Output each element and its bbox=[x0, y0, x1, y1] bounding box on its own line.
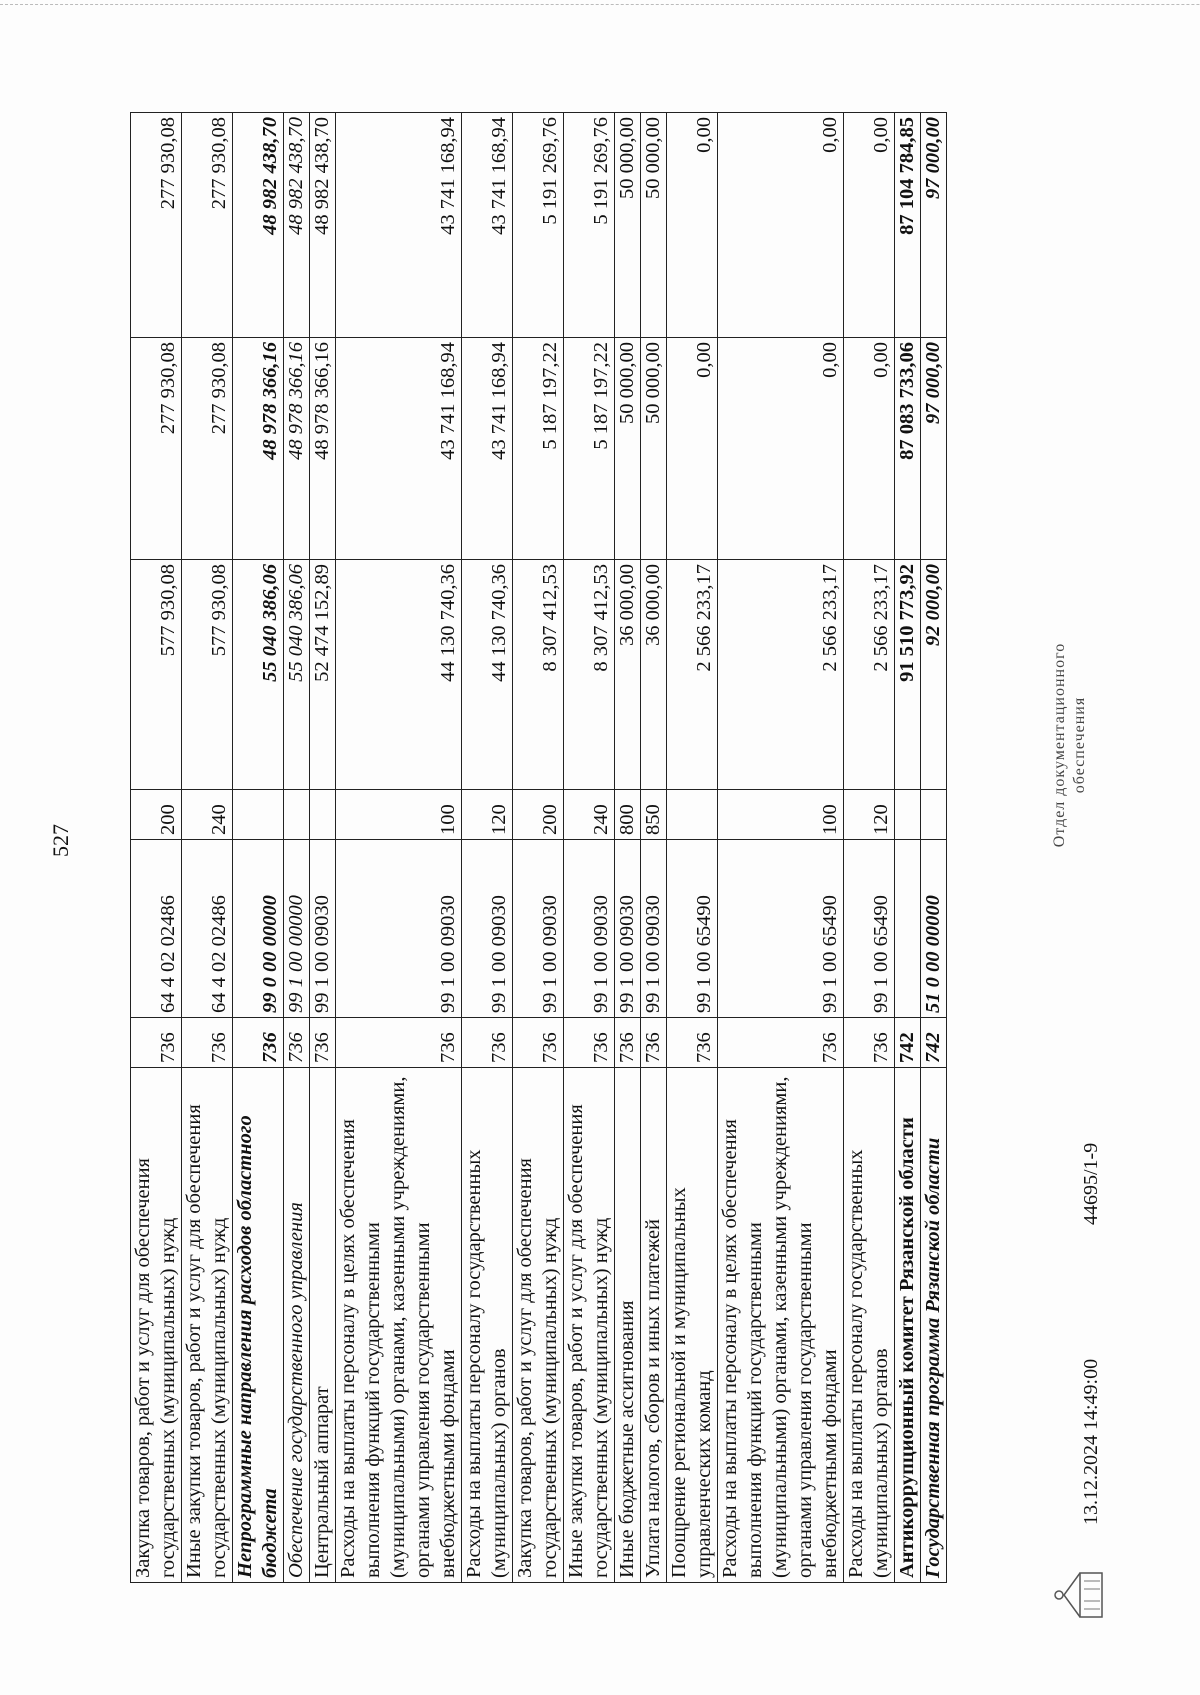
amount-year2: 5 187 197,22 bbox=[564, 338, 615, 560]
expense-type-code: 200 bbox=[513, 790, 564, 840]
amount-year3: 48 982 438,70 bbox=[284, 113, 310, 338]
target-article-code: 99 1 00 09030 bbox=[615, 840, 641, 1018]
amount-year1: 8 307 412,53 bbox=[564, 560, 615, 790]
row-description: Поощрение региональной и муниципальных управленческих команд bbox=[667, 1068, 718, 1583]
dept-code: 736 bbox=[667, 1018, 718, 1068]
footer-doc-number: 44695/1-9 bbox=[1080, 1142, 1102, 1225]
table-row bbox=[615, 113, 641, 1583]
amount-year3: 48 982 438,70 bbox=[233, 113, 284, 338]
target-article-code bbox=[895, 840, 921, 1018]
amount-year3: 277 930,08 bbox=[131, 113, 182, 338]
table-row bbox=[131, 113, 182, 1583]
expense-type-code: 120 bbox=[844, 790, 895, 840]
amount-year1: 2 566 233,17 bbox=[667, 560, 718, 790]
table-row bbox=[921, 113, 947, 1583]
target-article-code: 99 1 00 09030 bbox=[462, 840, 513, 1018]
row-description: Антикоррупционный комитет Рязанской области bbox=[895, 1068, 921, 1583]
dept-code: 736 bbox=[233, 1018, 284, 1068]
row-description: Иные бюджетные ассигнования bbox=[615, 1068, 641, 1583]
table-row bbox=[718, 113, 844, 1583]
amount-year2: 277 930,08 bbox=[182, 338, 233, 560]
row-description: Уплата налогов, сборов и иных платежей bbox=[641, 1068, 667, 1583]
amount-year1: 91 510 773,92 bbox=[895, 560, 921, 790]
expense-type-code: 200 bbox=[131, 790, 182, 840]
amount-year3: 277 930,08 bbox=[182, 113, 233, 338]
dept-code: 736 bbox=[615, 1018, 641, 1068]
table-row bbox=[895, 113, 921, 1583]
amount-year2: 87 083 733,06 bbox=[895, 338, 921, 560]
amount-year3: 97 000,00 bbox=[921, 113, 947, 338]
expense-type-code: 240 bbox=[182, 790, 233, 840]
target-article-code: 99 1 00 09030 bbox=[564, 840, 615, 1018]
amount-year2: 48 978 366,16 bbox=[284, 338, 310, 560]
expense-type-code bbox=[284, 790, 310, 840]
amount-year1: 36 000,00 bbox=[641, 560, 667, 790]
row-description: Закупка товаров, работ и услуг для обеспечения государственных (муниципальных) нужд bbox=[131, 1068, 182, 1583]
row-description: Государственная программа Рязанской области bbox=[921, 1068, 947, 1583]
amount-year1: 8 307 412,53 bbox=[513, 560, 564, 790]
target-article-code: 51 0 00 00000 bbox=[921, 840, 947, 1018]
dept-code: 736 bbox=[564, 1018, 615, 1068]
target-article-code: 99 1 00 09030 bbox=[513, 840, 564, 1018]
table-row bbox=[462, 113, 513, 1583]
expense-type-code bbox=[667, 790, 718, 840]
expense-type-code: 120 bbox=[462, 790, 513, 840]
dept-code: 736 bbox=[284, 1018, 310, 1068]
amount-year2: 0,00 bbox=[667, 338, 718, 560]
amount-year2: 50 000,00 bbox=[641, 338, 667, 560]
target-article-code: 99 1 00 00000 bbox=[284, 840, 310, 1018]
amount-year2: 50 000,00 bbox=[615, 338, 641, 560]
amount-year1: 577 930,08 bbox=[182, 560, 233, 790]
table-row bbox=[233, 113, 284, 1583]
table-row bbox=[284, 113, 310, 1583]
target-article-code: 64 4 02 02486 bbox=[131, 840, 182, 1018]
row-description: Центральный аппарат bbox=[310, 1068, 336, 1583]
amount-year2: 0,00 bbox=[718, 338, 844, 560]
amount-year2: 5 187 197,22 bbox=[513, 338, 564, 560]
amount-year2: 43 741 168,94 bbox=[462, 338, 513, 560]
page-number: 527 bbox=[48, 824, 73, 857]
dept-code: 736 bbox=[718, 1018, 844, 1068]
expense-type-code bbox=[921, 790, 947, 840]
row-description: Обеспечение государственного управления bbox=[284, 1068, 310, 1583]
amount-year3: 43 741 168,94 bbox=[336, 113, 462, 338]
amount-year1: 2 566 233,17 bbox=[844, 560, 895, 790]
table-row bbox=[667, 113, 718, 1583]
table-row bbox=[844, 113, 895, 1583]
amount-year1: 44 130 740,36 bbox=[462, 560, 513, 790]
target-article-code: 99 1 00 09030 bbox=[641, 840, 667, 1018]
table-row bbox=[513, 113, 564, 1583]
amount-year1: 55 040 386,06 bbox=[233, 560, 284, 790]
row-description: Непрограммные направления расходов областного бюджета bbox=[233, 1068, 284, 1583]
amount-year2: 48 978 366,16 bbox=[310, 338, 336, 560]
amount-year2: 0,00 bbox=[844, 338, 895, 560]
target-article-code: 99 1 00 65490 bbox=[844, 840, 895, 1018]
budget-table bbox=[130, 112, 947, 1583]
row-description: Иные закупки товаров, работ и услуг для обеспечения государственных (муниципальных) нужд bbox=[564, 1068, 615, 1583]
amount-year1: 52 474 152,89 bbox=[310, 560, 336, 790]
stamp-line: обеспечения bbox=[1071, 696, 1088, 794]
table-row bbox=[310, 113, 336, 1583]
expense-type-code: 100 bbox=[718, 790, 844, 840]
dept-code: 736 bbox=[310, 1018, 336, 1068]
amount-year1: 36 000,00 bbox=[615, 560, 641, 790]
row-description: Расходы на выплаты персоналу государственных (муниципальных) органов bbox=[844, 1068, 895, 1583]
amount-year3: 0,00 bbox=[844, 113, 895, 338]
dept-code: 736 bbox=[641, 1018, 667, 1068]
expense-type-code: 850 bbox=[641, 790, 667, 840]
table-row bbox=[336, 113, 462, 1583]
dept-code: 742 bbox=[895, 1018, 921, 1068]
amount-year1: 44 130 740,36 bbox=[336, 560, 462, 790]
amount-year3: 5 191 269,76 bbox=[513, 113, 564, 338]
target-article-code: 99 1 00 09030 bbox=[336, 840, 462, 1018]
dept-code: 736 bbox=[182, 1018, 233, 1068]
amount-year2: 43 741 168,94 bbox=[336, 338, 462, 560]
amount-year3: 48 982 438,70 bbox=[310, 113, 336, 338]
expense-type-code bbox=[895, 790, 921, 840]
dept-code: 742 bbox=[921, 1018, 947, 1068]
amount-year2: 277 930,08 bbox=[131, 338, 182, 560]
expense-type-code: 240 bbox=[564, 790, 615, 840]
department-stamp bbox=[1050, 625, 1090, 865]
dept-code: 736 bbox=[513, 1018, 564, 1068]
row-description: Расходы на выплаты персоналу в целях обеспечения выполнения функций государственными (муниципальными) органами, казенными учреждениями, органами управления государственными внебюджетными фондами bbox=[336, 1068, 462, 1583]
table-row bbox=[182, 113, 233, 1583]
footer-date: 13.12.2024 14:49:00 bbox=[1080, 1358, 1102, 1525]
expense-type-code: 800 bbox=[615, 790, 641, 840]
target-article-code: 99 1 00 09030 bbox=[310, 840, 336, 1018]
table-row bbox=[564, 113, 615, 1583]
amount-year3: 0,00 bbox=[718, 113, 844, 338]
dept-code: 736 bbox=[131, 1018, 182, 1068]
table-row bbox=[641, 113, 667, 1583]
emblem-icon bbox=[1050, 1565, 1110, 1625]
row-description: Иные закупки товаров, работ и услуг для обеспечения государственных (муниципальных) нужд bbox=[182, 1068, 233, 1583]
target-article-code: 99 1 00 65490 bbox=[718, 840, 844, 1018]
amount-year2: 97 000,00 bbox=[921, 338, 947, 560]
amount-year1: 92 000,00 bbox=[921, 560, 947, 790]
row-description: Закупка товаров, работ и услуг для обеспечения государственных (муниципальных) нужд bbox=[513, 1068, 564, 1583]
expense-type-code bbox=[310, 790, 336, 840]
amount-year3: 5 191 269,76 bbox=[564, 113, 615, 338]
amount-year3: 50 000,00 bbox=[615, 113, 641, 338]
dept-code: 736 bbox=[462, 1018, 513, 1068]
row-description: Расходы на выплаты персоналу в целях обеспечения выполнения функций государственными (муниципальными) органами, казенными учреждениями, органами управления государственными внебюджетными фондами bbox=[718, 1068, 844, 1583]
target-article-code: 64 4 02 02486 bbox=[182, 840, 233, 1018]
dept-code: 736 bbox=[844, 1018, 895, 1068]
expense-type-code bbox=[233, 790, 284, 840]
amount-year3: 0,00 bbox=[667, 113, 718, 338]
amount-year1: 55 040 386,06 bbox=[284, 560, 310, 790]
expense-type-code: 100 bbox=[336, 790, 462, 840]
target-article-code: 99 1 00 65490 bbox=[667, 840, 718, 1018]
amount-year3: 50 000,00 bbox=[641, 113, 667, 338]
stamp-line: Отдел документационного bbox=[1051, 642, 1068, 848]
amount-year3: 87 104 784,85 bbox=[895, 113, 921, 338]
amount-year1: 2 566 233,17 bbox=[718, 560, 844, 790]
dept-code: 736 bbox=[336, 1018, 462, 1068]
amount-year2: 48 978 366,16 bbox=[233, 338, 284, 560]
amount-year3: 43 741 168,94 bbox=[462, 113, 513, 338]
target-article-code: 99 0 00 00000 bbox=[233, 840, 284, 1018]
amount-year1: 577 930,08 bbox=[131, 560, 182, 790]
row-description: Расходы на выплаты персоналу государственных (муниципальных) органов bbox=[462, 1068, 513, 1583]
